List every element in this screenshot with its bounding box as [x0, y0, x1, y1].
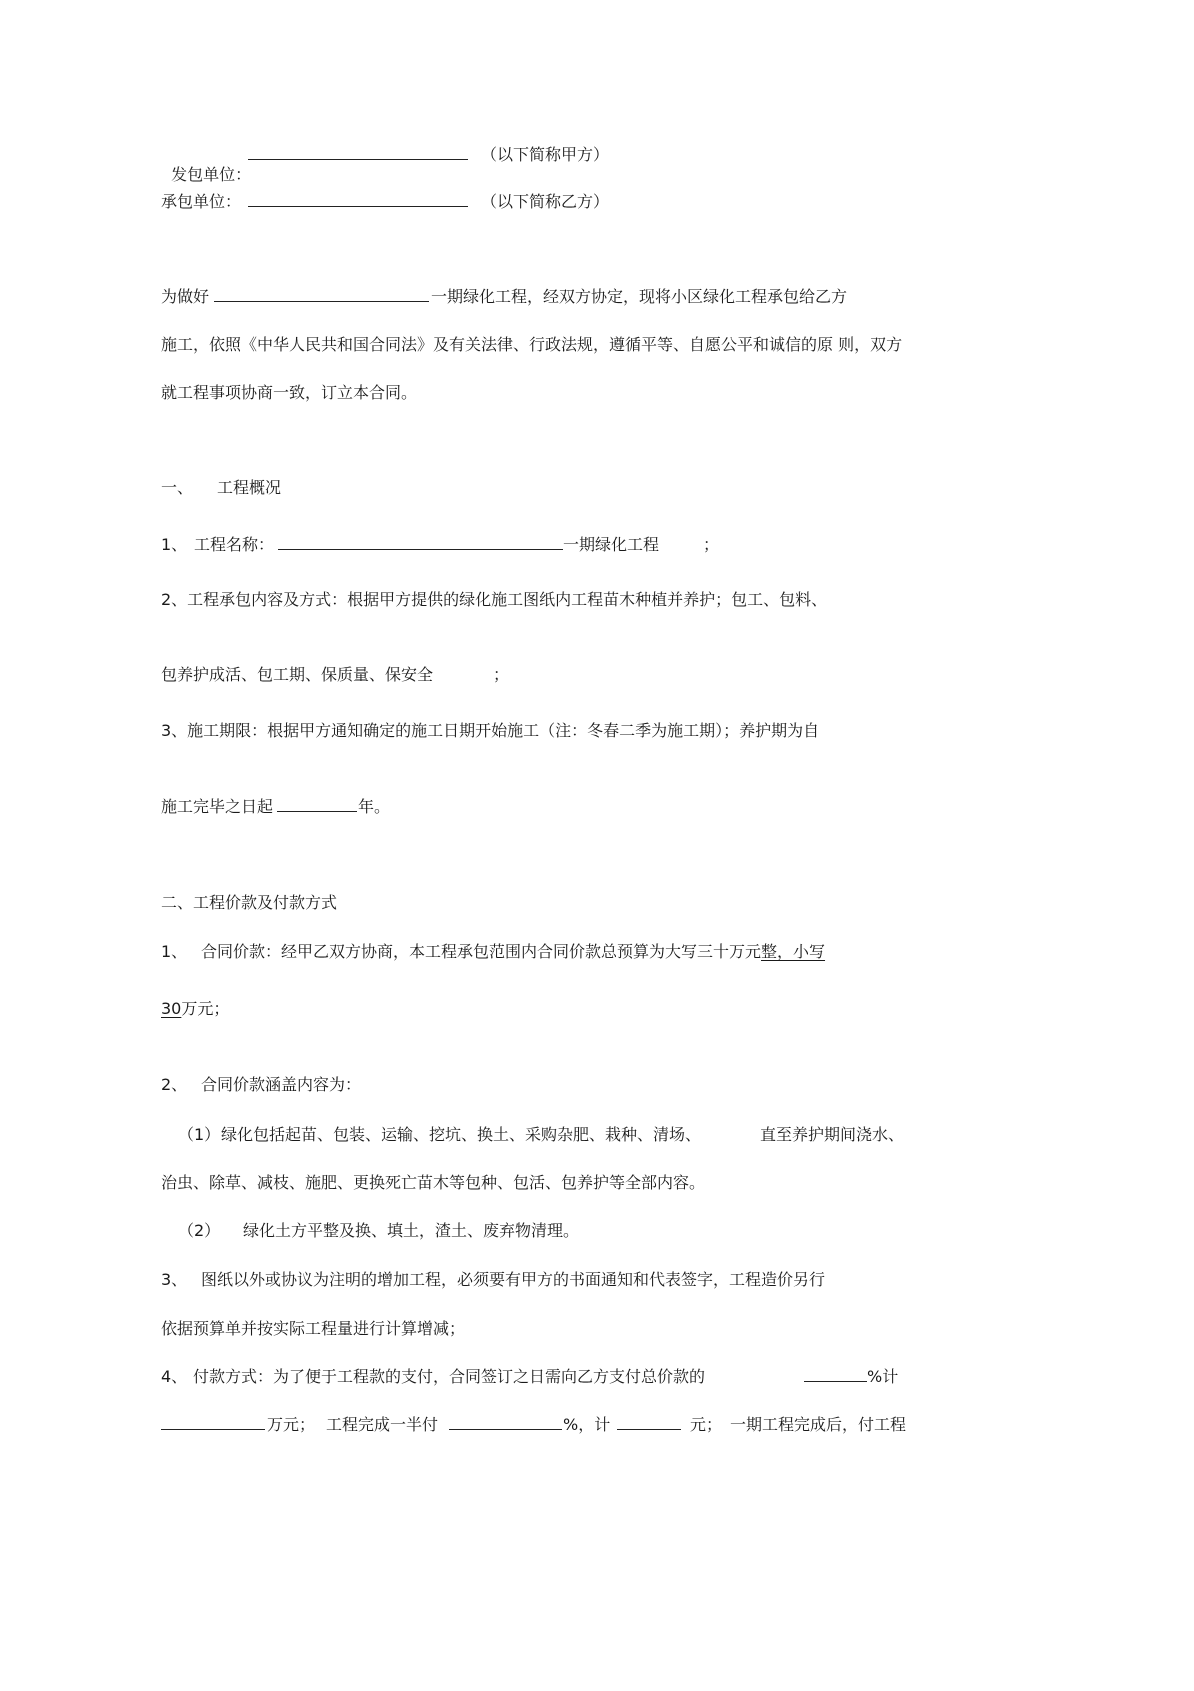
s2-item4-num: 4、: [161, 1367, 188, 1386]
section1-num: 一、: [161, 478, 194, 497]
s1-item1-suffix: 一期绿化工程: [563, 535, 660, 554]
s2-item1-line2: [161, 999, 229, 1019]
s2-item3-line2: 依据预算单并按实际工程量进行计算增减；: [161, 1319, 466, 1338]
party-a-note: （以下简称甲方）: [481, 145, 610, 164]
preamble-line-2: 施工，依照《中华人民共和国合同法》及有关法律、行政法规，遵循平等、自愿公平和诚信的原 则，双方: [161, 335, 903, 354]
s2-sub1-line2: 治虫、除草、减枝、施肥、更换死亡苗木等包种、包活、包养护等全部内容。: [161, 1173, 706, 1192]
s1-item1-num: 1、: [161, 535, 188, 554]
half-percent-blank[interactable]: [449, 1415, 562, 1430]
s2-item4-l2-b: 工程完成一半付: [326, 1415, 439, 1434]
s2-item4-l2-a: 万元；: [267, 1415, 316, 1434]
section2-heading: 二、工程价款及付款方式: [161, 893, 338, 912]
project-name-blank[interactable]: [214, 287, 429, 302]
s2-item3-num: 3、: [161, 1270, 188, 1289]
deposit-percent-blank[interactable]: [804, 1367, 867, 1382]
s1-item3-line1: 3、施工期限：根据甲方通知确定的施工日期开始施工（注：冬春二季为施工期）；养护期为自: [161, 721, 820, 740]
party-a-line: [161, 145, 251, 185]
party-b-blank[interactable]: [248, 192, 468, 207]
s2-sub1-text2: 直至养护期间浇水、: [760, 1125, 905, 1144]
section1-heading: 工程概况: [217, 478, 282, 497]
s2-item4-l2-d: 元；: [690, 1415, 723, 1434]
s2-item4-text: 付款方式：为了便于工程款的支付，合同签订之日需向乙方支付总价款的: [193, 1367, 706, 1386]
s2-item1-text: [201, 942, 825, 962]
party-b-label: 承包单位：: [161, 192, 242, 211]
s1-item1-end: ；: [703, 535, 720, 554]
maintenance-years-blank[interactable]: [277, 797, 357, 812]
s2-item4-pct: %计: [867, 1367, 899, 1386]
s1-item2-end: ；: [493, 665, 510, 684]
preamble-line-3: 就工程事项协商一致，订立本合同。: [161, 383, 418, 402]
s1-project-name-blank[interactable]: [278, 535, 563, 550]
party-a-label: 发包单位：: [171, 165, 252, 184]
s2-item2-num: 2、: [161, 1075, 188, 1094]
s2-sub1-num: （1）: [178, 1125, 221, 1144]
s2-item3-text: 图纸以外或协议为注明的增加工程，必须要有甲方的书面通知和代表签字，工程造价另行: [201, 1270, 826, 1289]
s2-item1-main: 合同价款：经甲乙双方协商，本工程承包范围内合同价款总预算为大写三十万元: [201, 942, 762, 961]
s2-item4-l2-e: 一期工程完成后，付工程: [730, 1415, 907, 1434]
s2-item2-text: 合同价款涵盖内容为：: [201, 1075, 362, 1094]
s1-item2-line2: 包养护成活、包工期、保质量、保安全: [161, 665, 434, 684]
s2-item4-l2-c: %，计: [563, 1415, 611, 1434]
party-a-blank[interactable]: [248, 145, 468, 160]
s1-item1-label: 工程名称：: [194, 535, 275, 554]
s1-item2-line1: 2、工程承包内容及方式：根据甲方提供的绿化施工图纸内工程苗木种植并养护；包工、包料、: [161, 590, 828, 609]
s2-item1-num: 1、: [161, 942, 188, 961]
half-amount-blank[interactable]: [617, 1415, 681, 1430]
s2-sub2-num: （2）: [178, 1221, 221, 1240]
amount-unit: 万元；: [181, 999, 230, 1018]
amount-figure: 30: [161, 999, 182, 1018]
s2-sub2-text: 绿化土方平整及换、填土，渣土、废弃物清理。: [243, 1221, 580, 1240]
deposit-amount-blank[interactable]: [161, 1415, 265, 1430]
s1-item3-line2-suffix: 年。: [358, 797, 391, 816]
preamble-l1-suffix: 一期绿化工程，经双方协定，现将小区绿化工程承包给乙方: [431, 287, 848, 306]
s2-sub1-text: 绿化包括起苗、包装、运输、挖坑、换土、采购杂肥、栽种、清场、: [221, 1125, 702, 1144]
s2-item1-underlined: 整，小写: [761, 942, 826, 961]
preamble-l1-prefix: 为做好: [161, 287, 210, 306]
party-b-note: （以下简称乙方）: [481, 192, 610, 211]
s1-item3-line2-prefix: 施工完毕之日起: [161, 797, 274, 816]
